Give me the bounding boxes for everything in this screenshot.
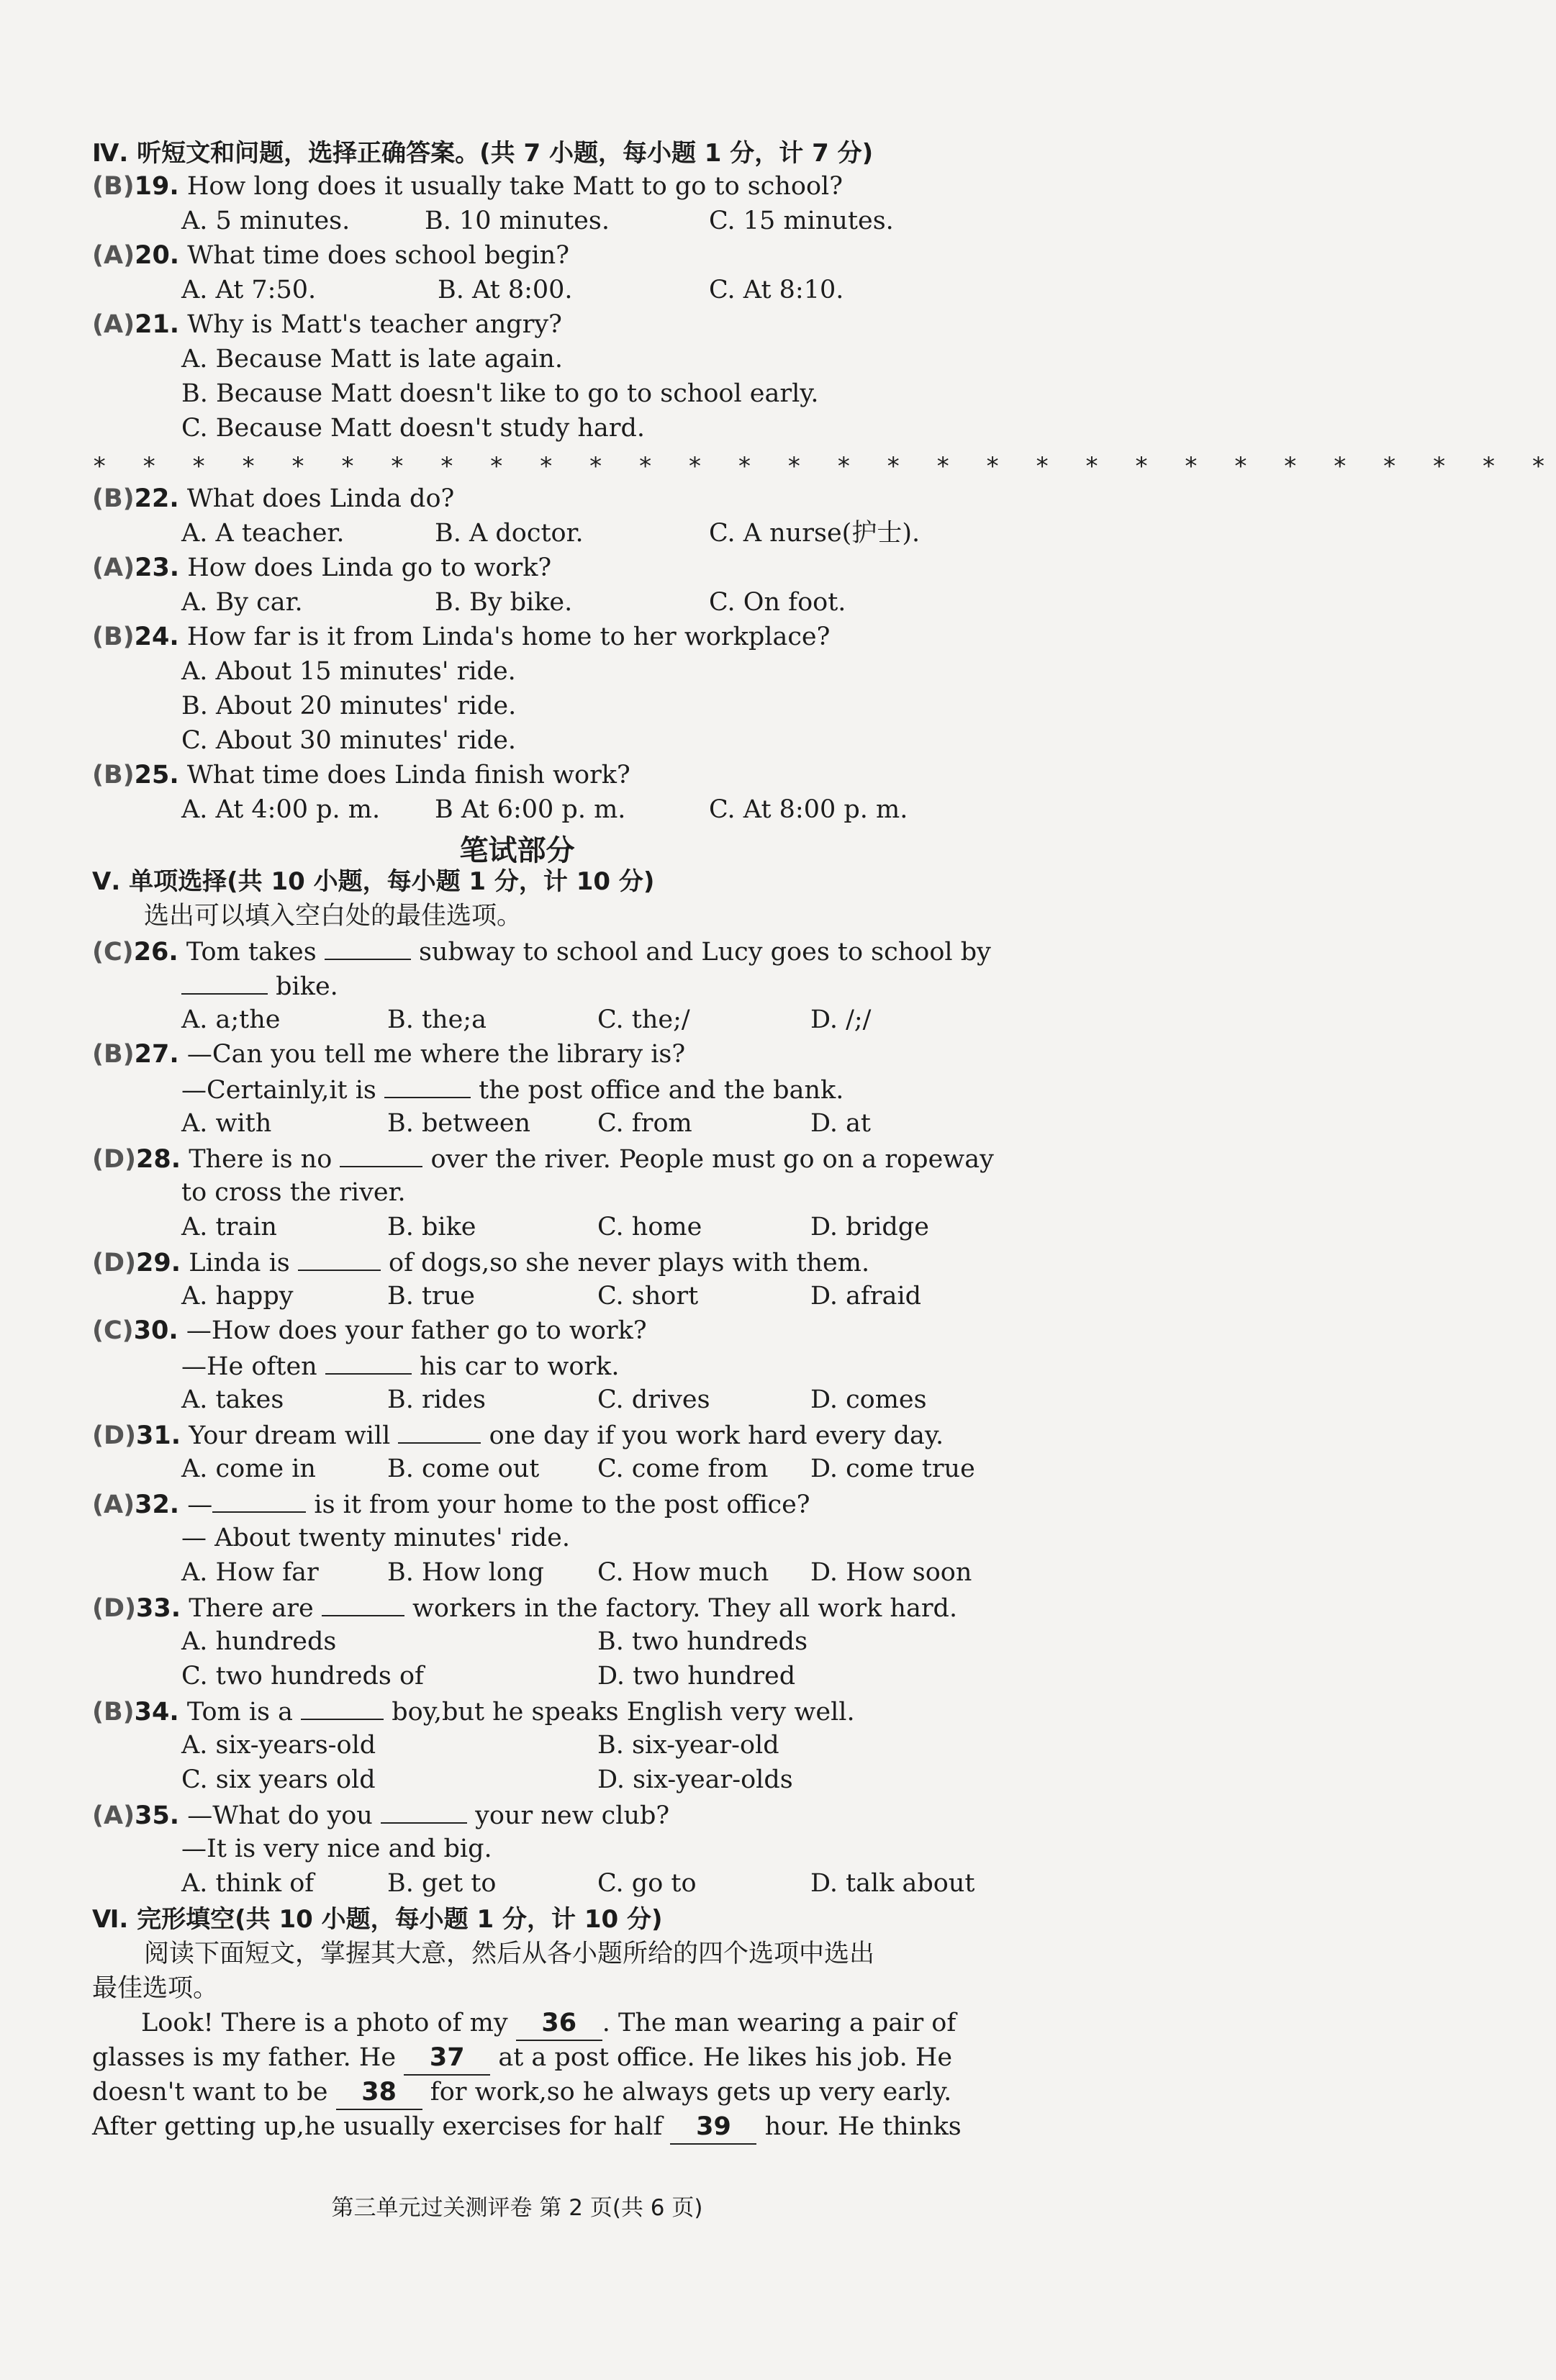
qnum-21: 21. bbox=[135, 310, 180, 339]
answer-35: (A) bbox=[92, 1801, 135, 1830]
answer-21: (A) bbox=[92, 310, 135, 339]
question-32 bbox=[92, 1487, 810, 1521]
question-28-text-3: to cross the river. bbox=[181, 1178, 406, 1207]
cloze-line-3 bbox=[92, 2076, 951, 2110]
qnum-24: 24. bbox=[134, 623, 179, 651]
question-30-text-3: his car to work. bbox=[420, 1352, 620, 1381]
cloze-blank-36: 36 bbox=[516, 2006, 602, 2041]
option-34-b: B. six-year-old bbox=[597, 1731, 779, 1760]
option-20-b: B. At 8:00. bbox=[438, 276, 573, 304]
question-20 bbox=[92, 239, 569, 272]
page-footer: 第三单元过关测评卷 第 2 页(共 6 页) bbox=[331, 2195, 703, 2221]
question-31-text-1: Your dream will bbox=[189, 1421, 391, 1450]
section-6-instruction-2: 最佳选项。 bbox=[92, 1974, 219, 2003]
question-21-text: Why is Matt's teacher angry? bbox=[187, 310, 562, 339]
option-32-c: C. How much bbox=[597, 1558, 769, 1587]
blank-33 bbox=[322, 1591, 404, 1616]
cloze-blank-39: 39 bbox=[670, 2110, 756, 2145]
qnum-19: 19. bbox=[134, 172, 179, 201]
option-33-a: A. hundreds bbox=[181, 1627, 337, 1656]
option-19-c: C. 15 minutes. bbox=[709, 207, 894, 235]
option-35-a: A. think of bbox=[181, 1869, 315, 1898]
question-29-text-1: Linda is bbox=[189, 1249, 290, 1277]
option-29-d: D. afraid bbox=[810, 1282, 922, 1311]
option-30-c: C. drives bbox=[597, 1385, 710, 1414]
blank-28 bbox=[340, 1141, 422, 1167]
option-25-a: A. At 4:00 p. m. bbox=[181, 795, 381, 824]
cloze-text-3b: for work,so he always gets up very early. bbox=[430, 2078, 952, 2107]
option-21-c: C. Because Matt doesn't study hard. bbox=[181, 414, 646, 443]
option-33-d: D. two hundred bbox=[597, 1662, 796, 1691]
option-29-b: B. true bbox=[387, 1282, 476, 1311]
section-6-instruction-1: 阅读下面短文，掌握其大意，然后从各小题所给的四个选项中选出 bbox=[144, 1940, 875, 1968]
cloze-line-2 bbox=[92, 2041, 952, 2076]
answer-28: (D) bbox=[92, 1145, 137, 1174]
blank-26-1 bbox=[325, 934, 411, 960]
qnum-25: 25. bbox=[134, 761, 179, 789]
option-32-b: B. How long bbox=[387, 1558, 544, 1587]
option-25-b: B At 6:00 p. m. bbox=[435, 795, 626, 824]
option-32-d: D. How soon bbox=[810, 1558, 972, 1587]
cloze-text-1a: Look! There is a photo of my bbox=[141, 2009, 508, 2037]
option-25-c: C. At 8:00 p. m. bbox=[709, 795, 908, 824]
answer-30: (C) bbox=[92, 1316, 134, 1345]
question-32-text-1: — bbox=[187, 1490, 213, 1519]
question-33-text-2: workers in the factory. They all work hard. bbox=[412, 1594, 958, 1623]
option-31-c: C. come from bbox=[597, 1454, 769, 1483]
question-31 bbox=[92, 1418, 944, 1452]
question-27-line-2 bbox=[181, 1072, 843, 1107]
option-26-b: B. the;a bbox=[387, 1005, 487, 1034]
cloze-line-1 bbox=[141, 2006, 956, 2041]
option-20-c: C. At 8:10. bbox=[709, 276, 844, 304]
question-33 bbox=[92, 1591, 957, 1625]
option-28-c: C. home bbox=[597, 1213, 702, 1241]
option-23-a: A. By car. bbox=[181, 588, 303, 617]
question-27 bbox=[92, 1038, 685, 1071]
question-35-text-2: your new club? bbox=[475, 1801, 670, 1830]
qnum-29: 29. bbox=[136, 1249, 181, 1277]
blank-27 bbox=[384, 1072, 471, 1098]
question-35-text-1: —What do you bbox=[187, 1801, 373, 1830]
answer-32: (A) bbox=[92, 1490, 135, 1519]
question-30 bbox=[92, 1314, 647, 1347]
blank-26-2 bbox=[181, 969, 268, 995]
option-21-b: B. Because Matt doesn't like to go to school early. bbox=[181, 379, 819, 408]
answer-29: (D) bbox=[92, 1249, 137, 1277]
option-22-b: B. A doctor. bbox=[435, 519, 584, 548]
cloze-text-1b: . The man wearing a pair of bbox=[602, 2009, 956, 2037]
answer-33: (D) bbox=[92, 1594, 137, 1623]
question-26-text-2: subway to school and Lucy goes to school by bbox=[418, 938, 991, 967]
option-33-b: B. two hundreds bbox=[597, 1627, 808, 1656]
question-35 bbox=[92, 1798, 669, 1832]
question-28-text-1: There is no bbox=[189, 1145, 333, 1174]
option-24-c: C. About 30 minutes' ride. bbox=[181, 726, 517, 755]
answer-19: (B) bbox=[92, 172, 135, 201]
qnum-26: 26. bbox=[133, 938, 178, 967]
divider-stars: * * * * * * * * * * * * * * * * * * * * * * * * * * * * * * bbox=[92, 452, 1556, 481]
question-19-text: How long does it usually take Matt to go to school? bbox=[186, 172, 843, 201]
qnum-34: 34. bbox=[134, 1698, 179, 1727]
question-28 bbox=[92, 1141, 994, 1176]
option-19-b: B. 10 minutes. bbox=[425, 207, 610, 235]
option-30-a: A. takes bbox=[181, 1385, 284, 1414]
question-22 bbox=[92, 482, 454, 515]
option-19-a: A. 5 minutes. bbox=[181, 207, 350, 235]
section-4-heading: Ⅳ. 听短文和问题，选择正确答案。(共 7 小题，每小题 1 分，计 7 分) bbox=[92, 139, 874, 168]
answer-31: (D) bbox=[92, 1421, 137, 1450]
answer-26: (C) bbox=[92, 938, 134, 967]
section-6-heading: Ⅵ. 完形填空(共 10 小题，每小题 1 分，计 10 分) bbox=[92, 1905, 663, 1934]
qnum-33: 33. bbox=[136, 1594, 181, 1623]
qnum-22: 22. bbox=[134, 484, 179, 513]
qnum-27: 27. bbox=[134, 1040, 179, 1069]
question-21 bbox=[92, 308, 562, 341]
option-29-a: A. happy bbox=[181, 1282, 294, 1311]
option-28-a: A. train bbox=[181, 1213, 277, 1241]
option-27-d: D. at bbox=[810, 1109, 871, 1138]
blank-30 bbox=[325, 1349, 412, 1375]
cloze-text-2a: glasses is my father. He bbox=[92, 2043, 397, 2072]
option-26-d: D. /;/ bbox=[810, 1005, 872, 1034]
section-5-heading: Ⅴ. 单项选择(共 10 小题，每小题 1 分，计 10 分) bbox=[92, 867, 655, 896]
option-28-b: B. bike bbox=[387, 1213, 476, 1241]
cloze-blank-37: 37 bbox=[404, 2041, 490, 2076]
answer-25: (B) bbox=[92, 761, 135, 789]
option-34-a: A. six-years-old bbox=[181, 1731, 376, 1760]
answer-27: (B) bbox=[92, 1040, 135, 1069]
option-34-c: C. six years old bbox=[181, 1765, 376, 1794]
question-23 bbox=[92, 551, 551, 584]
blank-34 bbox=[301, 1694, 384, 1720]
question-30-line-2 bbox=[181, 1349, 620, 1383]
blank-32 bbox=[212, 1487, 306, 1513]
option-32-a: A. How far bbox=[181, 1558, 319, 1587]
option-31-b: B. come out bbox=[387, 1454, 540, 1483]
question-34-text-2: boy,but he speaks English very well. bbox=[392, 1698, 855, 1727]
question-29 bbox=[92, 1245, 869, 1280]
answer-23: (A) bbox=[92, 553, 135, 582]
option-35-d: D. talk about bbox=[810, 1869, 975, 1898]
qnum-32: 32. bbox=[135, 1490, 180, 1519]
cloze-text-4b: hour. He thinks bbox=[764, 2112, 962, 2141]
option-23-c: C. On foot. bbox=[709, 588, 846, 617]
question-32-text-3: — About twenty minutes' ride. bbox=[181, 1524, 570, 1552]
question-19 bbox=[92, 170, 843, 203]
question-31-text-2: one day if you work hard every day. bbox=[489, 1421, 944, 1450]
question-35-text-3: —It is very nice and big. bbox=[181, 1834, 492, 1863]
qnum-23: 23. bbox=[135, 553, 180, 582]
option-21-a: A. Because Matt is late again. bbox=[181, 345, 563, 374]
question-27-text-3: the post office and the bank. bbox=[479, 1076, 844, 1105]
answer-20: (A) bbox=[92, 241, 135, 270]
option-30-d: D. comes bbox=[810, 1385, 927, 1414]
option-22-a: A. A teacher. bbox=[181, 519, 345, 548]
cloze-text-4a: After getting up,he usually exercises for half bbox=[92, 2112, 663, 2141]
question-25-text: What time does Linda finish work? bbox=[186, 761, 630, 789]
question-24 bbox=[92, 620, 830, 653]
answer-34: (B) bbox=[92, 1698, 135, 1727]
answer-22: (B) bbox=[92, 484, 135, 513]
question-27-text-1: —Can you tell me where the library is? bbox=[186, 1040, 686, 1069]
qnum-35: 35. bbox=[135, 1801, 180, 1830]
option-27-a: A. with bbox=[181, 1109, 272, 1138]
option-27-c: C. from bbox=[597, 1109, 692, 1138]
option-34-d: D. six-year-olds bbox=[597, 1765, 793, 1794]
option-30-b: B. rides bbox=[387, 1385, 486, 1414]
option-31-a: A. come in bbox=[181, 1454, 316, 1483]
option-31-d: D. come true bbox=[810, 1454, 975, 1483]
question-25 bbox=[92, 759, 630, 792]
section-5-instruction: 选出可以填入空白处的最佳选项。 bbox=[144, 902, 523, 931]
option-24-b: B. About 20 minutes' ride. bbox=[181, 692, 517, 720]
question-27-text-2: —Certainly,it is bbox=[181, 1076, 376, 1105]
question-33-text-1: There are bbox=[189, 1594, 314, 1623]
option-35-c: C. go to bbox=[597, 1869, 697, 1898]
question-34-text-1: Tom is a bbox=[186, 1698, 293, 1727]
option-33-c: C. two hundreds of bbox=[181, 1662, 424, 1691]
option-20-a: A. At 7:50. bbox=[181, 276, 317, 304]
option-29-c: C. short bbox=[597, 1282, 699, 1311]
qnum-20: 20. bbox=[135, 241, 180, 270]
blank-31 bbox=[398, 1418, 481, 1444]
question-20-text: What time does school begin? bbox=[187, 241, 569, 270]
option-35-b: B. get to bbox=[387, 1869, 497, 1898]
option-26-a: A. a;the bbox=[181, 1005, 281, 1034]
qnum-31: 31. bbox=[136, 1421, 181, 1450]
question-34 bbox=[92, 1694, 855, 1729]
blank-35 bbox=[381, 1798, 467, 1824]
blank-29 bbox=[298, 1245, 381, 1271]
option-26-c: C. the;/ bbox=[597, 1005, 690, 1034]
question-26-text-3: bike. bbox=[276, 972, 338, 1001]
question-32-text-2: is it from your home to the post office? bbox=[314, 1490, 810, 1519]
cloze-line-4 bbox=[92, 2110, 962, 2145]
question-30-text-1: —How does your father go to work? bbox=[186, 1316, 647, 1345]
question-23-text: How does Linda go to work? bbox=[187, 553, 552, 582]
option-22-c: C. A nurse(护士). bbox=[709, 519, 921, 548]
question-26-text-1: Tom takes bbox=[186, 938, 317, 967]
option-24-a: A. About 15 minutes' ride. bbox=[181, 657, 516, 686]
question-28-text-2: over the river. People must go on a ropeway bbox=[430, 1145, 994, 1174]
cloze-blank-38: 38 bbox=[336, 2076, 422, 2110]
option-27-b: B. between bbox=[387, 1109, 531, 1138]
qnum-28: 28. bbox=[136, 1145, 181, 1174]
qnum-30: 30. bbox=[133, 1316, 178, 1345]
option-28-d: D. bridge bbox=[810, 1213, 929, 1241]
question-26 bbox=[92, 934, 991, 969]
question-26-line-2 bbox=[181, 969, 338, 1003]
cloze-text-2b: at a post office. He likes his job. He bbox=[498, 2043, 953, 2072]
cloze-text-3a: doesn't want to be bbox=[92, 2078, 328, 2107]
answer-24: (B) bbox=[92, 623, 135, 651]
question-22-text: What does Linda do? bbox=[186, 484, 455, 513]
question-30-text-2: —He often bbox=[181, 1352, 317, 1381]
question-29-text-2: of dogs,so she never plays with them. bbox=[389, 1249, 870, 1277]
question-24-text: How far is it from Linda's home to her workplace? bbox=[186, 623, 831, 651]
written-part-title: 笔试部分 bbox=[459, 834, 575, 867]
option-23-b: B. By bike. bbox=[435, 588, 573, 617]
